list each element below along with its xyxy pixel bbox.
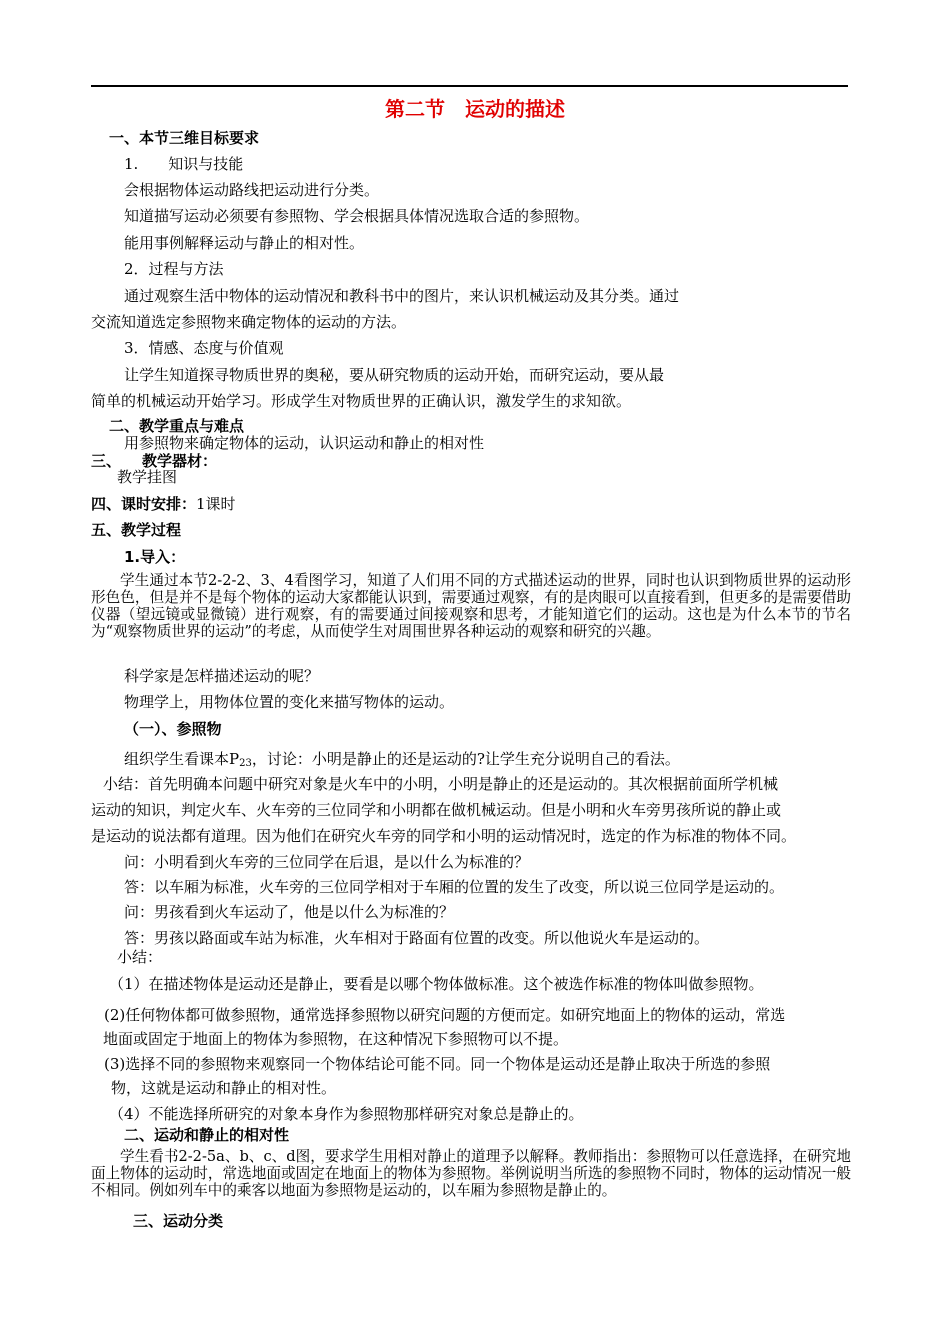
intro-paragraph: 学生通过本节2-2-2、3、4看图学习，知道了人们用不同的方式描述运动的世界，同时也认识到物质世界的运动形形色色，但是并不是每个物体的运动大家都能认识到，需要通过观察，有的是肉眼可以直接看到，但更多的是需要借助仪器（望远镜或显微镜）进行观察，有的需要通过间接观察和思考，才能知道它们的运动。这也是为什么本节的节名为“观察物质世界的运动”的考虑，从而使学生对周围世界各种运动的观察和研究的兴趣。	[91, 572, 851, 640]
page-title: 第二节 运动的描述	[385, 97, 565, 121]
goal-line-1: 会根据物体运动路线把运动进行分类。	[124, 181, 380, 199]
page-number-subscript: 23	[239, 758, 252, 769]
point-2-line-1: (2)任何物体都可做参照物，通常选择参照物以研究问题的方便而定。如研究地面上的物体的运动，常选	[104, 1006, 786, 1024]
attitude-line-1: 让学生知道探寻物质世界的奥秘，要从研究物质的运动开始，而研究运动，要从最	[124, 366, 665, 384]
answer-line-2: 答：男孩以路面或车站为标准，火车相对于路面有位置的改变。所以他说火车是运动的。	[124, 929, 710, 947]
section1-heading: 一、本节三维目标要求	[109, 129, 260, 147]
summary2-label: 小结：	[117, 948, 163, 966]
organize-line	[124, 749, 680, 774]
part2-heading: 二、运动和静止的相对性	[124, 1126, 290, 1144]
section4-text: 1课时	[196, 495, 236, 513]
section2-text: 用参照物来确定物体的运动，认识运动和静止的相对性	[124, 434, 485, 452]
goal-item-2: 2．过程与方法	[124, 260, 224, 278]
goal-item-3: 3．情感、态度与价值观	[124, 339, 284, 357]
question-line: 科学家是怎样描述运动的呢？	[124, 667, 320, 685]
section3-text: 教学挂图	[117, 468, 178, 486]
process-line-1: 通过观察生活中物体的运动情况和教科书中的图片，来认识机械运动及其分类。通过	[124, 287, 680, 305]
relativity-paragraph: 学生看书2-2-5a、b、c、d图，要求学生用相对静止的道理予以解释。教师指出：参照物可以任意选择，在研究地面上物体的运动时，常选地面或固定在地面上的物体为参照物。举例说明当所选的参照物不同时，物体的运动情况一般不相同。例如列车中的乘客以地面为参照物是运动的，以车厢为参照物是静止的。	[91, 1148, 851, 1199]
section2-heading: 二、教学重点与难点	[109, 417, 245, 435]
goal-line-2: 知道描写运动必须要有参照物、学会根据具体情况选取合适的参照物。	[124, 207, 590, 225]
part1-heading: （一）、参照物	[124, 720, 222, 738]
point-3-line-1: (3)选择不同的参照物来观察同一个物体结论可能不同。同一个物体是运动还是静止取决于所选的参照	[104, 1055, 771, 1073]
section3-number: 三、	[91, 452, 122, 470]
point-1: （1）在描述物体是运动还是静止，要看是以哪个物体做标准。这个被选作标准的物体叫做参照物。	[109, 975, 764, 993]
summary1-line-2: 运动的知识，判定火车、火车旁的三位同学和小明都在做机械运动。但是小明和火车旁男孩所说的静止或	[91, 801, 782, 819]
goal-line-3: 能用事例解释运动与静止的相对性。	[124, 234, 365, 252]
section5-heading: 五、教学过程	[91, 521, 182, 539]
organize-post: ，讨论：小明是静止的还是运动的?让学生充分说明自己的看法。	[251, 750, 680, 768]
intro-heading: 1.导入：	[124, 548, 186, 566]
point-3-line-2: 物，这就是运动和静止的相对性。	[111, 1079, 337, 1097]
ask-line-1: 问：小明看到火车旁的三位同学在后退，是以什么为标准的？	[124, 853, 530, 871]
section4-heading: 四、课时安排：	[91, 495, 197, 513]
answer-line-1: 答：以车厢为标准，火车旁的三位同学相对于车厢的位置的发生了改变，所以说三位同学是运动的。	[124, 878, 785, 896]
part3-heading: 三、运动分类	[133, 1212, 224, 1230]
section3-heading: 教学器材：	[142, 452, 218, 470]
attitude-line-2: 简单的机械运动开始学习。形成学生对物质世界的正确认识，激发学生的求知欲。	[91, 392, 632, 410]
top-rule	[91, 85, 848, 87]
goal-item-1: 1. 知识与技能	[124, 155, 244, 173]
point-4: （4）不能选择所研究的对象本身作为参照物那样研究对象总是静止的。	[109, 1105, 584, 1123]
summary1-line-3: 是运动的说法都有道理。因为他们在研究火车旁的同学和小明的运动情况时，选定的作为标准的物体不同。	[91, 827, 797, 845]
process-line-2: 交流知道选定参照物来确定物体的运动的方法。	[91, 313, 407, 331]
answer-line: 物理学上，用物体位置的变化来描写物体的运动。	[124, 693, 455, 711]
organize-pre: 组织学生看课本P	[124, 750, 240, 768]
ask-line-2: 问：男孩看到火车运动了，他是以什么为标准的？	[124, 903, 455, 921]
section4	[91, 494, 236, 514]
summary1-line-1: 小结：首先明确本问题中研究对象是火车中的小明，小明是静止的还是运动的。其次根据前面所学机械	[103, 775, 779, 793]
point-2-line-2: 地面或固定于地面上的物体为参照物，在这种情况下参照物可以不提。	[103, 1030, 569, 1048]
